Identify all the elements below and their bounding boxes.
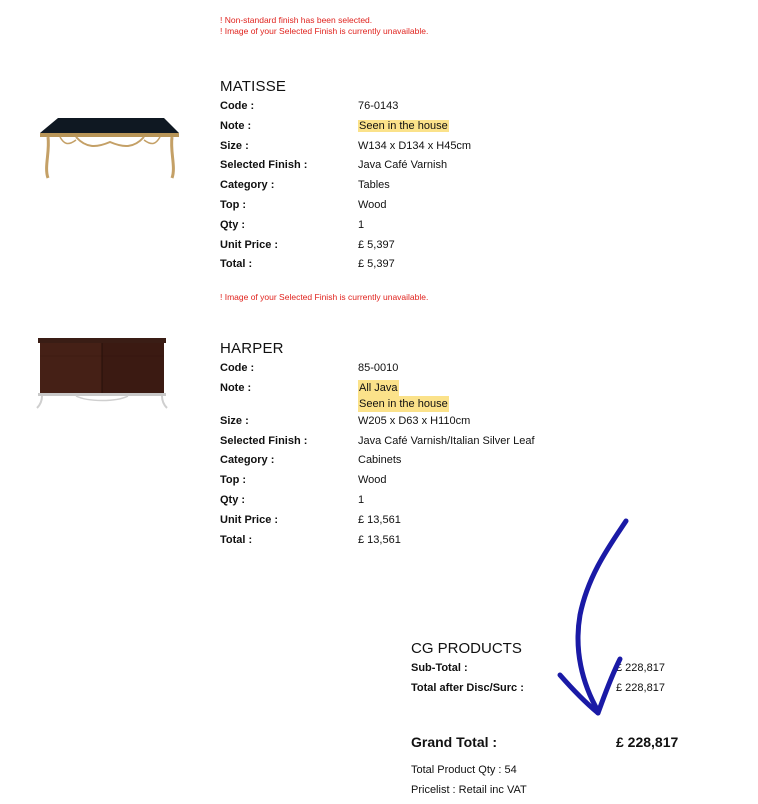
subtotal-value: £ 228,817 [616, 662, 665, 674]
total-value: £ 13,561 [358, 533, 401, 546]
product-name: MATISSE [220, 78, 287, 95]
finish-value: Java Café Varnish/Italian Silver Leaf [358, 434, 535, 447]
product-matisse [220, 78, 640, 276]
finish-label: Selected Finish : [220, 159, 308, 172]
top-label: Top : [220, 198, 247, 211]
hand-drawn-arrow-icon [540, 515, 650, 720]
summary-title: CG PRODUCTS [411, 640, 522, 657]
size-value: W205 x D63 x H110cm [358, 414, 471, 427]
code-value: 76-0143 [358, 100, 399, 112]
total-label: Total : [220, 258, 253, 271]
size-value: W134 x D134 x H45cm [358, 139, 472, 152]
warning-text: ! Image of your Selected Finish is currently unavailable. [220, 292, 429, 302]
qty-label: Qty : [220, 218, 246, 231]
unit-price-label: Unit Price : [220, 513, 279, 526]
finish-value: Java Café Varnish [358, 159, 448, 172]
coffee-table-image [36, 112, 184, 184]
top-label: Top : [220, 474, 247, 487]
total-value: £ 5,397 [358, 258, 395, 271]
after-disc-label: Total after Disc/Surc : [411, 682, 524, 694]
product-name: HARPER [220, 340, 284, 357]
category-label: Category : [220, 179, 275, 192]
grand-total-label: Grand Total : [411, 734, 498, 750]
pricelist-line: Pricelist : Retail inc VAT [411, 784, 527, 796]
unit-price-value: £ 13,561 [358, 513, 401, 526]
unit-price-value: £ 5,397 [358, 238, 395, 251]
note-value-2: Seen in the house [359, 397, 448, 410]
finish-label: Selected Finish : [220, 434, 308, 447]
qty-label: Qty : [220, 493, 246, 506]
qty-value: 1 [358, 493, 365, 506]
warning-text: ! Non-standard finish has been selected. [220, 15, 373, 25]
after-disc-value: £ 228,817 [616, 682, 665, 694]
top-value: Wood [358, 198, 387, 211]
finish-warning [220, 292, 428, 303]
category-value: Cabinets [358, 454, 402, 467]
note-value: Seen in the house [359, 119, 448, 132]
grand-total-value: £ 228,817 [616, 734, 679, 750]
code-value: 85-0010 [358, 362, 399, 374]
note-label: Note : [220, 381, 252, 394]
category-label: Category : [220, 454, 275, 467]
warning-text: ! Image of your Selected Finish is currently unavailable. [220, 26, 429, 36]
note-label: Note : [220, 119, 252, 132]
cabinet-image [36, 336, 168, 412]
category-value: Tables [358, 179, 390, 192]
unit-price-label: Unit Price : [220, 238, 279, 251]
qty-value: 1 [358, 218, 365, 231]
size-label: Size : [220, 414, 249, 427]
subtotal-label: Sub-Total : [411, 662, 468, 674]
code-label: Code : [220, 362, 255, 374]
finish-warnings [220, 15, 428, 37]
size-label: Size : [220, 139, 249, 152]
total-qty-line: Total Product Qty : 54 [411, 764, 517, 776]
total-label: Total : [220, 533, 253, 546]
code-label: Code : [220, 100, 255, 112]
top-value: Wood [358, 474, 387, 487]
note-value: All Java [359, 381, 398, 394]
